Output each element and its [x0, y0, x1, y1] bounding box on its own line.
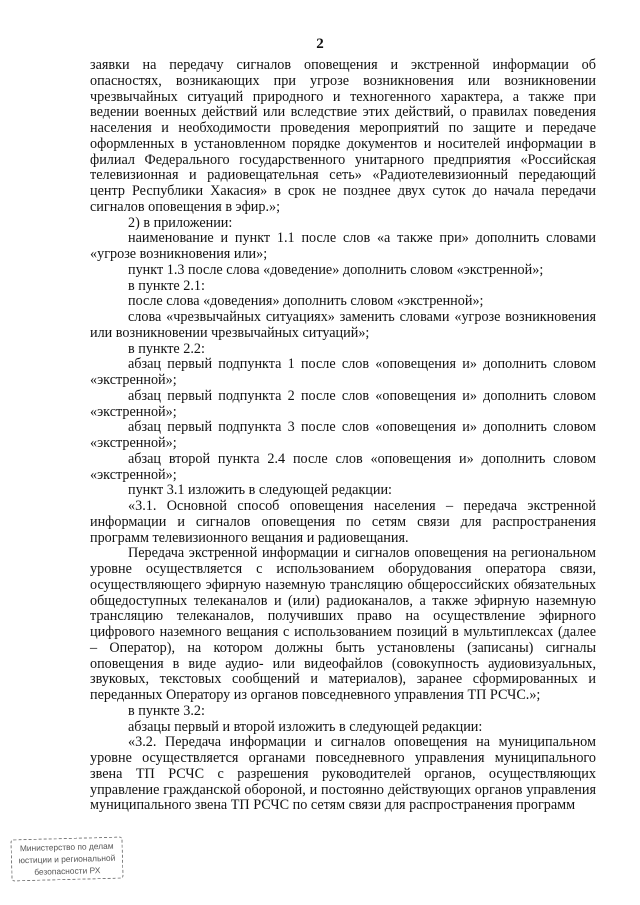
paragraph: в пункте 2.1:	[128, 277, 205, 294]
paragraph: после слова «доведения» дополнить словом «экстренной»;	[128, 293, 484, 310]
paragraph: пункт 3.1 изложить в следующей редакции:	[128, 482, 392, 499]
paragraph: абзацы первый и второй изложить в следующей редакции:	[128, 718, 483, 735]
registration-stamp	[10, 837, 123, 882]
paragraph: в пункте 3.2:	[128, 702, 205, 719]
paragraph: в пункте 2.2:	[128, 340, 205, 357]
stamp-line: Министерство по делам	[19, 840, 114, 854]
paragraph: абзац второй пункта 2.4 после слов «оповещения и» дополнить словом «экстренной»;	[90, 450, 596, 483]
paragraph: наименование и пункт 1.1 после слов «а также при» дополнить словами «угрозе возникновения или»;	[90, 230, 596, 262]
paragraph: слова «чрезвычайных ситуациях» заменить словами «угрозе возникновения или возникновении чрезвычайных ситуаций»;	[90, 309, 596, 341]
paragraph: «3.2. Передача информации и сигналов оповещения на муниципальном уровне осуществляется органами повседневного управления муниципального звена ТП РСЧС с разрешения руководителей органов, осуществляющих управление гражданской обороной, и постоянно действующих органов управления муниципального звена ТП РСЧС по сетям связи для распространения программ	[90, 734, 596, 814]
paragraph: абзац первый подпункта 1 после слов «оповещения и» дополнить словом «экстренной»;	[90, 356, 596, 388]
stamp-line: безопасности РХ	[34, 865, 101, 877]
document-body	[90, 58, 596, 814]
paragraph: заявки на передачу сигналов оповещения и экстренной информации об опасностях, возникающих при угрозе возникновения или возникновении чрезвычайных ситуаций природного и техногенного характера, а также при ведении военных действий или вследствие этих действий, о правилах поведения населения и необходимости проведения мероприятий по защите и передаче оформленных в установленном порядке документов и носителей информации в филиал Федерального государственного унитарного предприятия «Российская телевизионная и радиовещательная сеть» «Радиотелевизионный передающий центр Республики Хакасия» в срок не позднее двух суток до начала передачи сигналов оповещения в эфир.»;	[90, 57, 596, 215]
paragraph: абзац первый подпункта 3 после слов «оповещения и» дополнить словом «экстренной»;	[90, 419, 596, 451]
stamp-line: юстиции и региональной	[18, 852, 116, 866]
paragraph: «3.1. Основной способ оповещения населения – передача экстренной информации и сигналов оповещения по сетям связи для распространения программ телевизионного вещания и радиовещания.	[90, 498, 596, 546]
paragraph: 2) в приложении:	[128, 214, 233, 231]
paragraph: абзац первый подпункта 2 после слов «оповещения и» дополнить словом «экстренной»;	[90, 387, 596, 420]
paragraph: Передача экстренной информации и сигналов оповещения на региональном уровне осуществляется с использованием оборудования оператора связи, осуществляющего эфирную наземную трансляцию общероссийских обязательных общедоступных телеканалов и (или) радиоканалов, а также эфирную наземную трансляцию телеканалов, получивших право на осуществление эфирного цифрового наземного вещания с использованием позиций в мультиплексах (далее – Оператор), на котором должны быть установлены (записаны) сигналы оповещения в виде аудио- или видеофайлов (совокупность аудиовизуальных, звуковых, текстовых сообщений и материалов), заранее сформированных и переданных Оператору из органов повседневного управления ТП РСЧС.»;	[90, 545, 596, 703]
paragraph: пункт 1.3 после слова «доведение» дополнить словом «экстренной»;	[128, 261, 544, 278]
page-number: 2	[316, 36, 324, 52]
